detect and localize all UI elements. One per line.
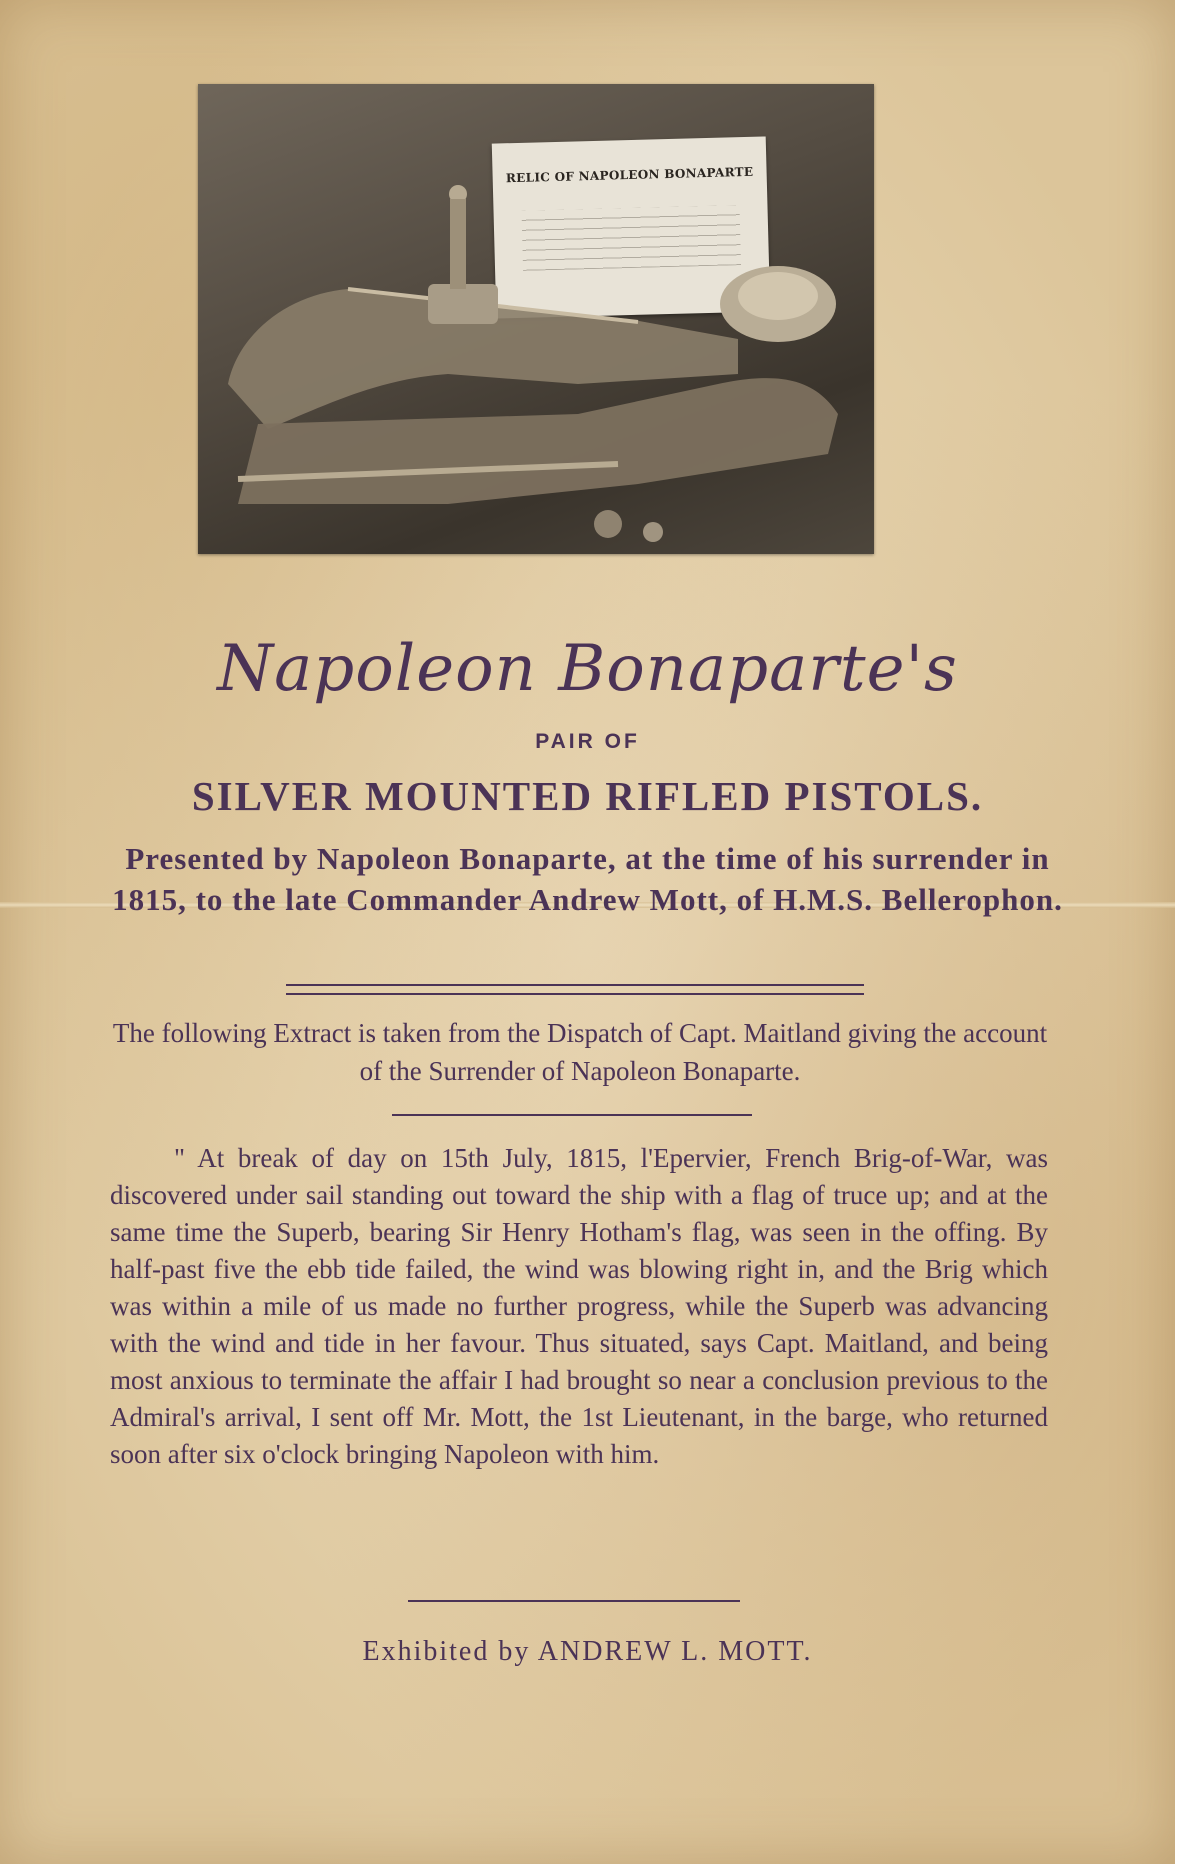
- subtitle-pair-of: PAIR OF: [535, 730, 640, 753]
- double-divider: [286, 984, 864, 995]
- relic-card-title: RELIC OF NAPOLEON BONAPARTE: [505, 164, 754, 186]
- dispatch-quote: " At break of day on 15th July, 1815, l'Epervier, French Brig-of-War, was discovered under sail standing out toward the ship with a flag of truce up; and at the same time the Superb, bearing Sir Henry Hotham's flag, was seen in the offing. By half-past five the ebb tide failed, the wind was blowing right in, and the Brig which was within a mile of us made no further progress, while the Superb was advancing with the wind and tide in her favour. Thus situated, says Capt. Maitland, and being most anxious to terminate the affair I had brought so near a conclusion previous to the Admiral's arrival, I sent off Mr. Mott, the 1st Lieutenant, in the barge, who returned soon after six o'clock bringing Napoleon with him.: [110, 1143, 1048, 1469]
- extract-intro: The following Extract is taken from the Dispatch of Capt. Maitland giving the account of the Surrender of Napoleon Bonaparte.: [112, 1018, 1048, 1086]
- title-script: Napoleon Bonaparte's: [217, 632, 958, 706]
- exhibitor-line: Exhibited by ANDREW L. MOTT.: [362, 1636, 813, 1667]
- pistols-photograph: [198, 84, 874, 554]
- divider-2: [408, 1600, 740, 1602]
- pistols-illustration: [198, 84, 874, 554]
- divider-1: [392, 1114, 752, 1116]
- main-heading: SILVER MOUNTED RIFLED PISTOLS.: [191, 773, 984, 819]
- presentation-statement: Presented by Napoleon Bonaparte, at the time of his surrender in 1815, to the late Commander Andrew Mott, of H.M.S. Bellerophon.: [112, 841, 1063, 917]
